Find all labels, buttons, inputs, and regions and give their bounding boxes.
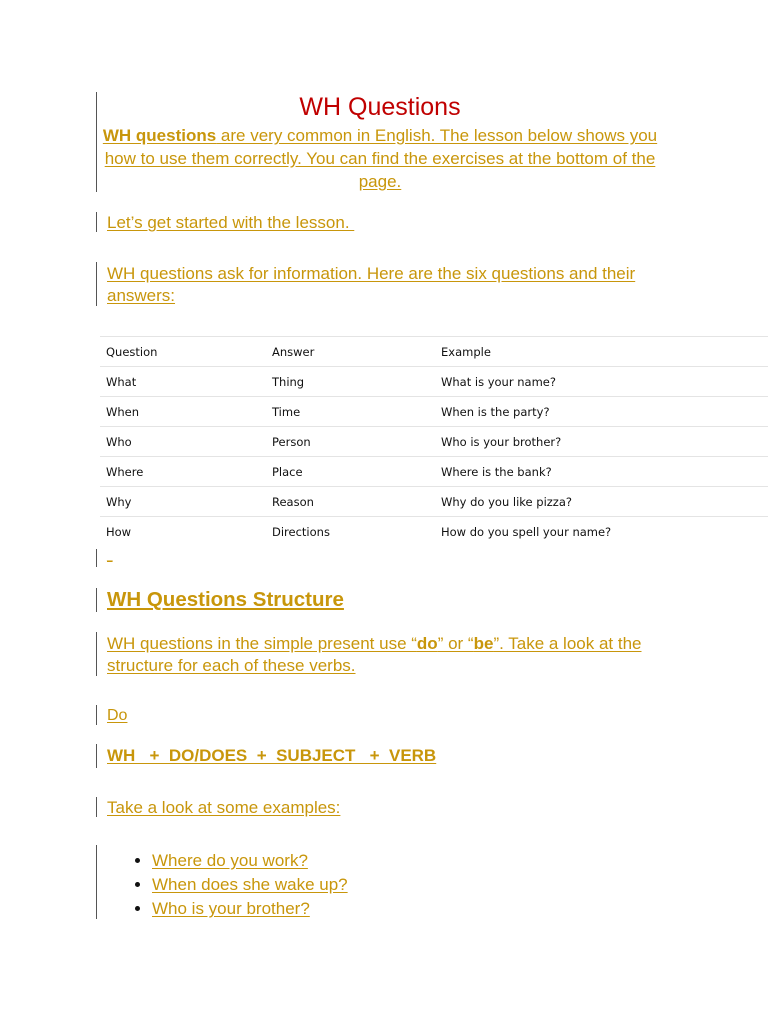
structure-text: ” or “ xyxy=(437,634,474,653)
table-cell: Place xyxy=(266,457,435,487)
margin-bar xyxy=(96,212,97,232)
example-link[interactable]: When does she wake up? xyxy=(152,875,348,894)
table-cell: Where xyxy=(100,457,266,487)
table-header-row xyxy=(100,337,768,367)
table-header-cell: Question xyxy=(100,337,266,367)
margin-bar xyxy=(96,705,97,725)
table-cell: Person xyxy=(266,427,435,457)
intro-bold-term: WH questions xyxy=(102,126,217,145)
table-cell: Who is your brother? xyxy=(435,427,768,457)
table-row xyxy=(100,457,768,487)
table-row xyxy=(100,427,768,457)
margin-bar xyxy=(96,797,97,817)
table-cell: Time xyxy=(266,397,435,427)
margin-bar xyxy=(96,744,97,768)
table-row xyxy=(100,397,768,427)
start-line[interactable]: Let’s get started with the lesson. xyxy=(107,213,355,232)
table-cell: When is the party? xyxy=(435,397,768,427)
margin-bar xyxy=(96,632,97,676)
margin-bar xyxy=(96,549,97,567)
do-label[interactable]: Do xyxy=(107,707,128,724)
structure-heading[interactable]: WH Questions Structure xyxy=(107,588,344,611)
table-cell: How do you spell your name? xyxy=(435,517,768,547)
table-cell: Reason xyxy=(266,487,435,517)
table-row xyxy=(100,367,768,397)
table-cell: When xyxy=(100,397,266,427)
spacer-mark: _ xyxy=(107,551,113,562)
be-keyword: be xyxy=(473,634,494,653)
examples-label[interactable]: Take a look at some examples: xyxy=(107,798,341,817)
do-keyword: do xyxy=(416,634,438,653)
examples-list xyxy=(118,849,348,921)
table-cell: Why do you like pizza? xyxy=(435,487,768,517)
table-cell: What xyxy=(100,367,266,397)
info-paragraph[interactable]: WH questions ask for information. Here are the six questions and their answers: xyxy=(107,264,636,305)
margin-bar xyxy=(96,588,97,612)
wh-questions-table xyxy=(100,336,768,547)
structure-text: WH questions in the simple present use “ xyxy=(107,634,417,653)
table-cell: Thing xyxy=(266,367,435,397)
table-header-cell: Answer xyxy=(266,337,435,367)
margin-bar xyxy=(96,262,97,306)
table-header-cell: Example xyxy=(435,337,768,367)
structure-paragraph[interactable] xyxy=(107,633,667,677)
intro-paragraph[interactable] xyxy=(100,124,660,193)
table-cell: What is your name? xyxy=(435,367,768,397)
structure-formula[interactable]: WH + DO/DOES + SUBJECT + VERB xyxy=(107,746,437,765)
example-link[interactable]: Who is your brother? xyxy=(152,899,310,918)
table-cell: Why xyxy=(100,487,266,517)
intro-text: are very common in English. The lesson below shows you how to use them correctly. You can find the exercises at the bottom of the page. xyxy=(104,126,658,191)
table-cell: Directions xyxy=(266,517,435,547)
table-row xyxy=(100,487,768,517)
list-item xyxy=(152,873,348,897)
structure-text: ”. Take a look at the structure for each of these verbs. xyxy=(107,634,642,675)
list-item xyxy=(152,849,348,873)
table-row xyxy=(100,517,768,547)
page-title: WH Questions xyxy=(299,93,461,121)
table-cell: How xyxy=(100,517,266,547)
margin-bar xyxy=(96,845,97,919)
table-cell: Who xyxy=(100,427,266,457)
example-link[interactable]: Where do you work? xyxy=(152,851,308,870)
table-cell: Where is the bank? xyxy=(435,457,768,487)
list-item xyxy=(152,897,348,921)
